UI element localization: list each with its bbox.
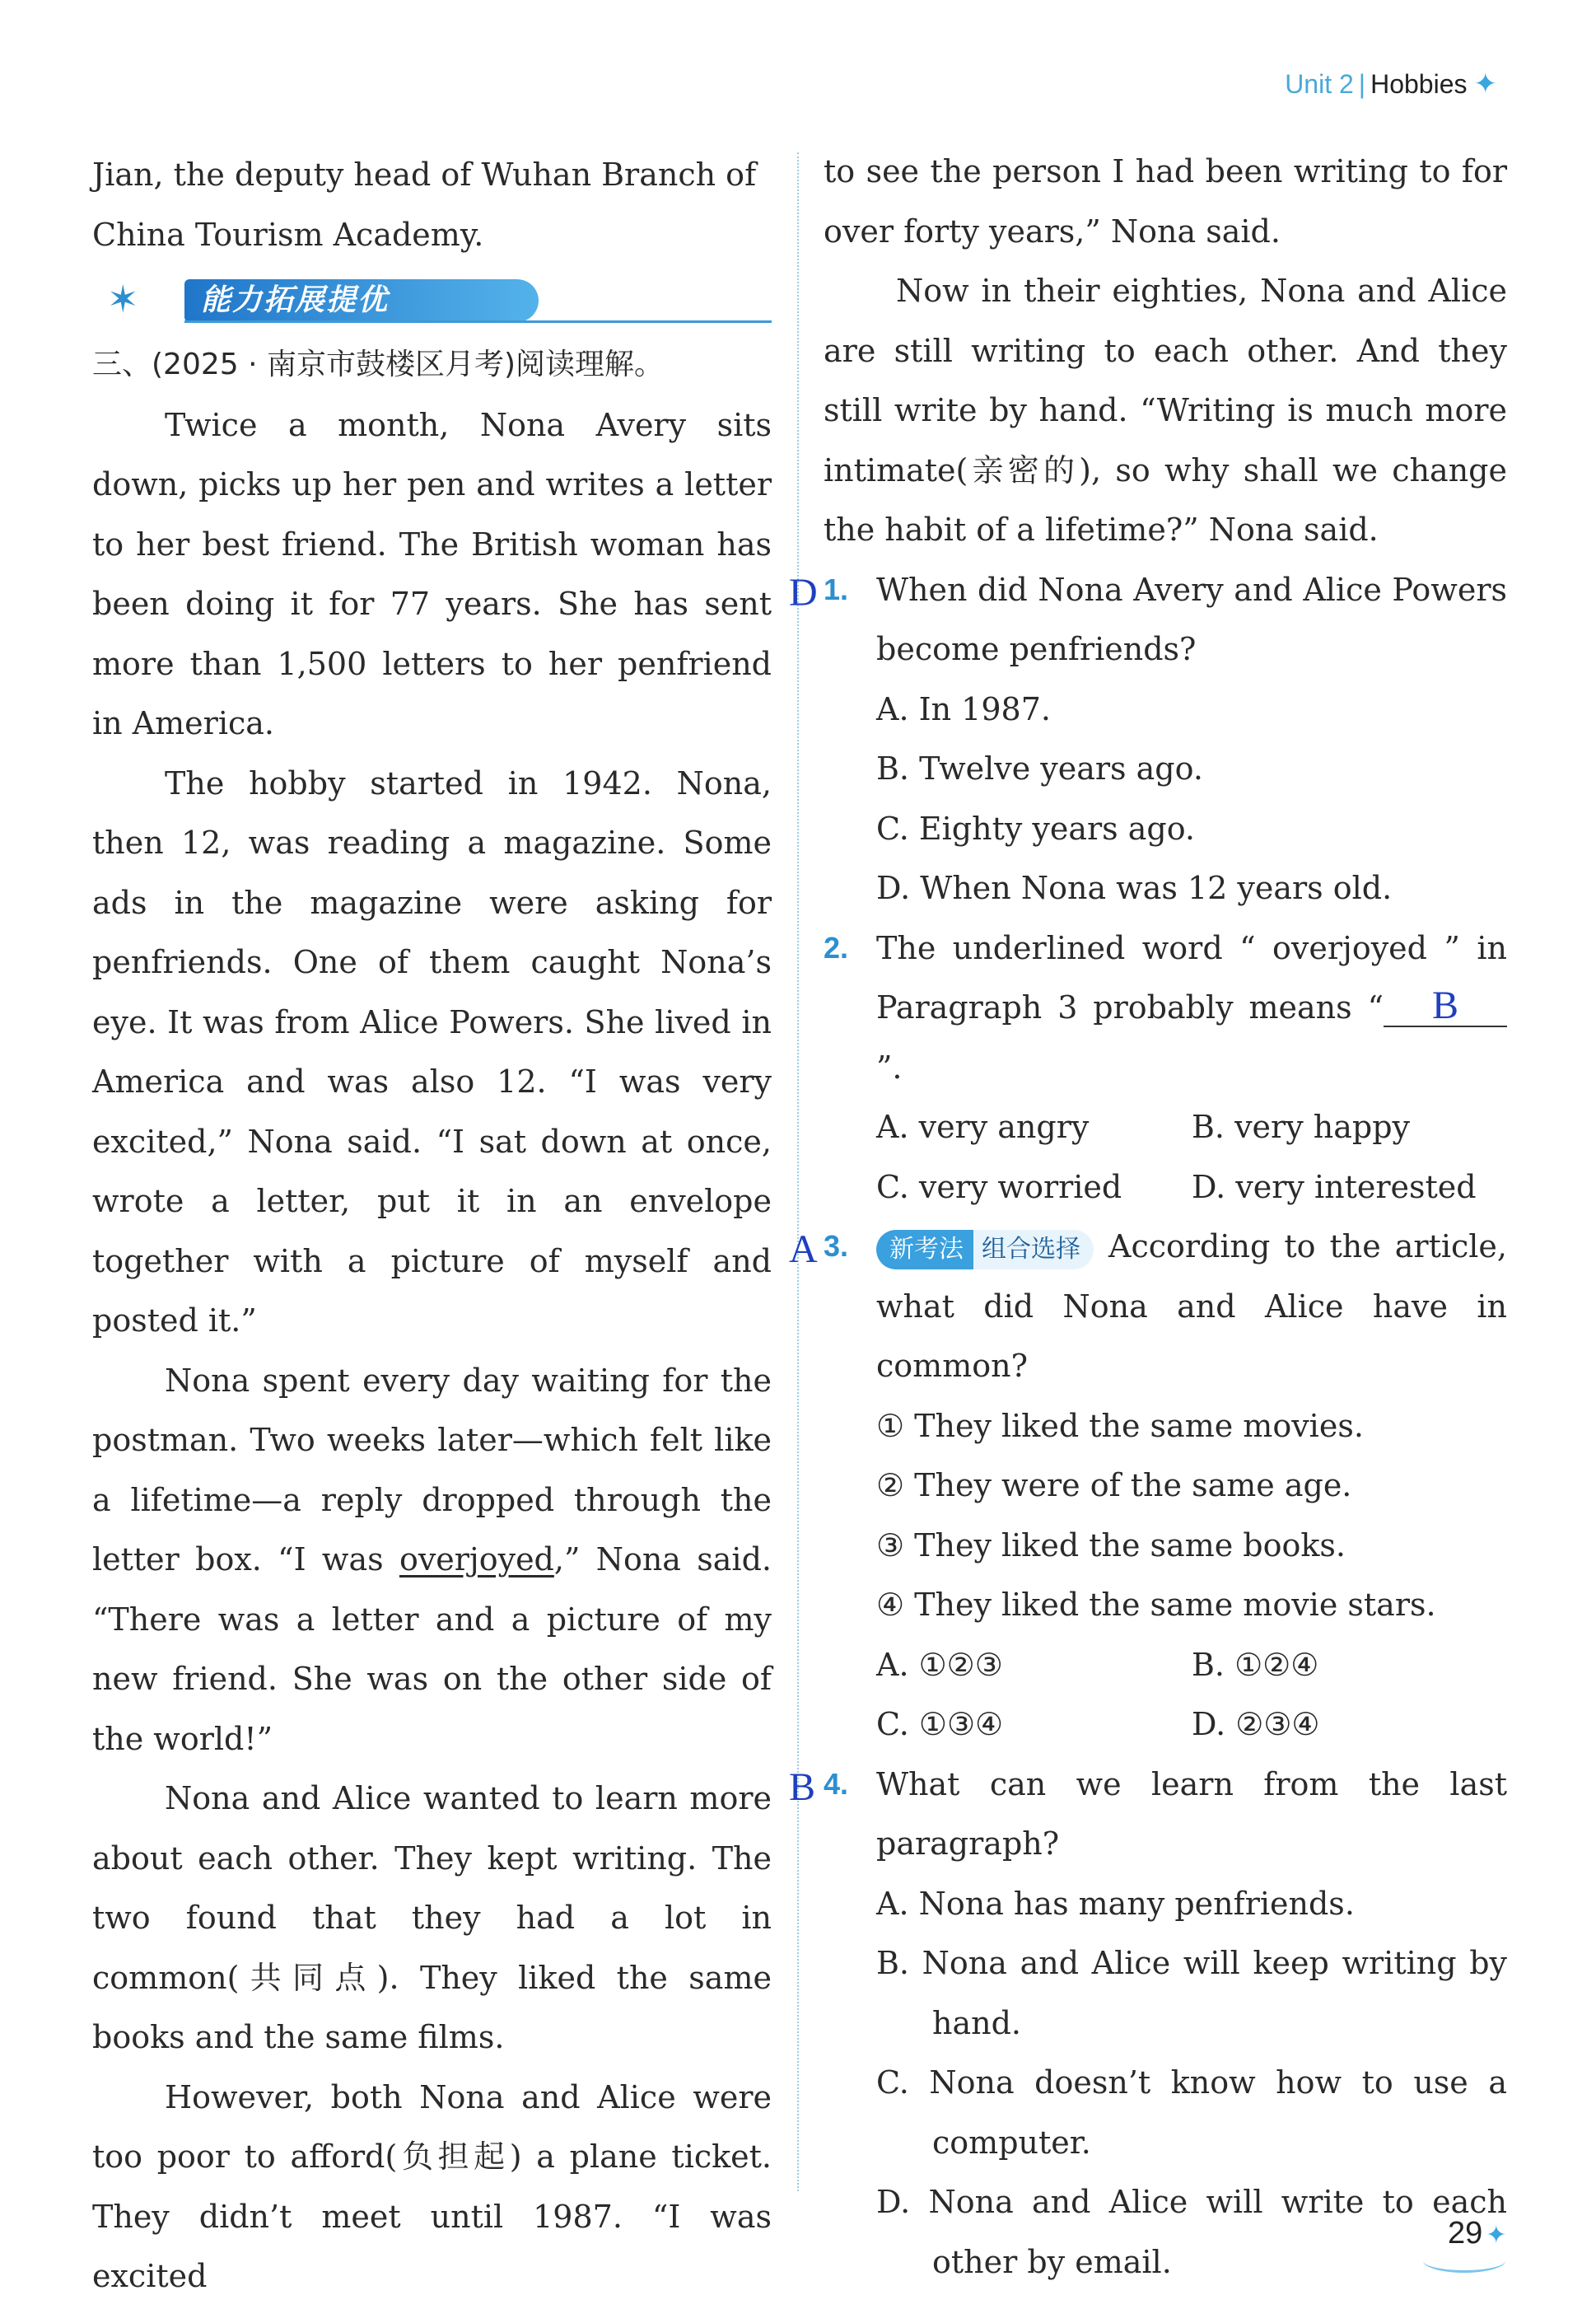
question-text-end: ”.	[876, 1049, 903, 1086]
question-2	[824, 918, 1507, 1098]
header-separator: |	[1358, 69, 1366, 99]
question-3	[789, 1217, 1507, 1396]
underlined-word: overjoyed	[399, 1541, 554, 1578]
statement-1: ① They liked the same movies.	[876, 1407, 1364, 1444]
option-a: A. In 1987.	[876, 690, 1051, 727]
column-divider	[797, 152, 799, 2191]
option-b: B. very happy	[1192, 1109, 1410, 1145]
question-number: 2.	[824, 930, 849, 965]
page-number-arc	[1423, 2249, 1505, 2273]
left-column	[92, 145, 772, 2307]
option-c: C. ①③④	[876, 1706, 1004, 1742]
option-d: D. When Nona was 12 years old.	[876, 870, 1393, 906]
question-number: 3.	[824, 1229, 849, 1263]
question-4	[789, 1755, 1507, 1874]
question-text	[876, 1217, 1507, 1396]
question-text-start: The underlined word “ overjoyed ” in Paragraph 3 probably means “	[876, 929, 1507, 1026]
question-number: 4.	[824, 1766, 849, 1801]
paragraph-4: Nona and Alice wanted to learn more about each other. They kept writing. The two found that they had a lot in common(共同点). They liked the same books and the same films.	[92, 1780, 772, 2055]
sparkle-icon: ✦	[1486, 2222, 1507, 2249]
banner-title: 能力拓展提优	[184, 279, 539, 322]
page-header	[1285, 68, 1497, 100]
intro-line-1: Jian, the deputy head of Wuhan Branch of	[92, 157, 757, 193]
paragraph-5: However, both Nona and Alice were too poor to afford(负担起) a plane ticket. They didn’t meet until 1987. “I was excited	[92, 2078, 772, 2294]
question-text: What can we learn from the last paragraph?	[876, 1765, 1507, 1862]
handwritten-answer-4: B	[789, 1764, 816, 1809]
intro-line-2: China Tourism Academy.	[92, 216, 484, 253]
option-d: D. ②③④	[1192, 1706, 1320, 1742]
option-b: B. Twelve years ago.	[876, 750, 1203, 787]
banner-underline	[184, 320, 772, 323]
section-banner	[92, 268, 772, 330]
option-d: D. Nona and Alice will write to each other by email.	[876, 2184, 1507, 2280]
page-number-text: 29	[1448, 2216, 1483, 2251]
option-b: B. ①②④	[1192, 1646, 1319, 1683]
statement-2: ② They were of the same age.	[876, 1467, 1352, 1503]
runner-icon: ✶	[107, 277, 139, 321]
tag-combo-choice: 组合选择	[973, 1230, 1094, 1269]
handwritten-answer-1: D	[789, 570, 818, 615]
tag-new-method: 新考法	[876, 1230, 973, 1269]
option-row	[824, 1635, 1507, 1695]
paragraph-2: The hobby started in 1942. Nona, then 12, was reading a magazine. Some ads in the magazine were asking for penfriends. One of them caught Nona’s eye. It was from Alice Powers. She lived in America and was also 12. “I was very excited,” Nona said. “I sat down at once, wrote a letter, put it in an envelope together with a picture of myself and posted it.”	[92, 764, 772, 1339]
option-a: A. ①②③	[876, 1646, 1003, 1683]
option-a: A. very angry	[876, 1109, 1090, 1145]
option-row	[824, 1157, 1507, 1218]
answer-blank: B	[1384, 986, 1507, 1027]
option-c: C. Nona doesn’t know how to use a computer.	[876, 2064, 1507, 2161]
question-body: According to the article, what did Nona and Alice have in common?	[876, 1228, 1507, 1384]
paragraph-1: Twice a month, Nona Avery sits down, picks up her pen and writes a letter to her best friend. The British woman has been doing it for 77 years. She has sent more than 1,500 letters to her penfriend in America.	[92, 406, 772, 741]
method-tag	[876, 1230, 1094, 1269]
option-d: D. very interested	[1192, 1168, 1477, 1205]
handwritten-answer-3: A	[789, 1227, 818, 1271]
page-number	[1448, 2216, 1506, 2251]
statement-3: ③ They liked the same books.	[876, 1526, 1346, 1563]
right-column	[789, 142, 1507, 2292]
question-text	[876, 918, 1507, 1098]
option-c: C. Eighty years ago.	[876, 810, 1196, 847]
section-heading: 三、(2025 · 南京市鼓楼区月考)阅读理解。	[92, 348, 665, 381]
paragraph-3-start: Nona spent every day waiting for the postman. Two weeks later—which felt like a lifetime—a reply dropped through the letter box. “I was	[92, 1362, 772, 1578]
question-number: 1.	[824, 572, 849, 606]
paragraph-6: Now in their eighties, Nona and Alice are still writing to each other. And they still write by hand. “Writing is much more intimate(亲密的), so why shall we change the habit of a lifetime?” Nona said.	[824, 273, 1507, 548]
option-b: B. Nona and Alice will keep writing by hand.	[876, 1945, 1507, 2041]
statement-4: ④ They liked the same movie stars.	[876, 1587, 1436, 1623]
unit-title: Hobbies	[1370, 69, 1468, 99]
paragraph-3	[92, 1351, 772, 1769]
option-c: C. very worried	[876, 1168, 1122, 1205]
option-row	[824, 1097, 1507, 1157]
option-row	[824, 1694, 1507, 1755]
option-a: A. Nona has many penfriends.	[876, 1885, 1355, 1922]
question-text: When did Nona Avery and Alice Powers become penfriends?	[876, 571, 1507, 667]
paragraph-5-continued: to see the person I had been writing to for over forty years,” Nona said.	[824, 153, 1507, 250]
unit-label: Unit 2	[1285, 69, 1354, 99]
sparkle-icon: ✦	[1473, 68, 1497, 100]
paragraph-3-end: ,” Nona said. “There was a letter and a picture of my new friend. She was on the other side of the world!”	[92, 1541, 772, 1757]
question-1	[789, 560, 1507, 680]
